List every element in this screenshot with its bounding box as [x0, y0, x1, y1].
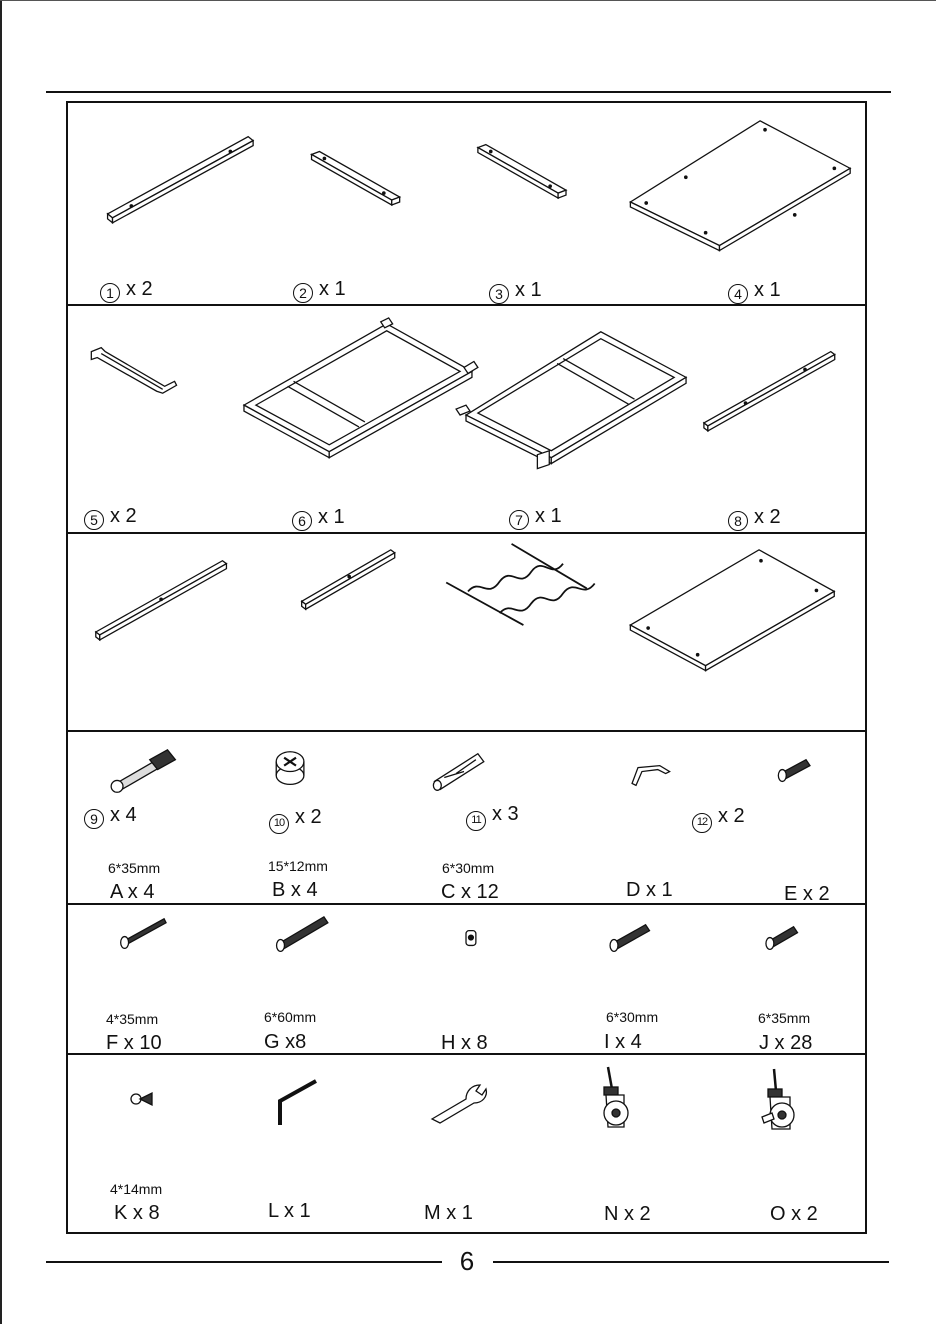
- hardware-b-dimension: 15*12mm: [268, 858, 328, 874]
- footer-rule-right: [493, 1261, 889, 1263]
- hardware-d-label: D x 1: [626, 879, 673, 901]
- hardware-row-2: [68, 905, 865, 1055]
- hardware-row-3: [68, 1055, 865, 1232]
- hardware-row-2-drawings: [68, 905, 865, 1053]
- hardware-i-drawing: [610, 925, 649, 952]
- part-11-quantity: x 3: [492, 803, 519, 825]
- part-1-drawing: [108, 137, 254, 223]
- hardware-f-label: F x 10: [106, 1032, 162, 1054]
- part-12-drawing: [630, 550, 834, 671]
- part-7-label: [509, 506, 562, 530]
- hardware-o-label: O x 2: [770, 1203, 818, 1225]
- parts-list-table: [66, 101, 867, 1234]
- hardware-k-dimension: 4*14mm: [110, 1181, 163, 1197]
- footer-rule-left: [46, 1261, 442, 1263]
- part-6-drawing: [244, 318, 478, 458]
- hardware-g-label: G x8: [264, 1031, 307, 1053]
- header-rule: [46, 91, 891, 93]
- hardware-l-label: L x 1: [268, 1200, 311, 1222]
- parts-row-2-drawings: [68, 306, 865, 532]
- hardware-l-drawing: [280, 1081, 316, 1125]
- hardware-e-label: E x 2: [784, 883, 830, 905]
- hardware-n-drawing: [604, 1067, 628, 1127]
- hardware-i-label: I x 4: [604, 1031, 642, 1053]
- page-edge-top: [0, 0, 936, 1]
- hardware-a-dimension: 6*35mm: [108, 860, 161, 876]
- part-11-number: 11: [466, 811, 486, 831]
- part-7-drawing: [456, 332, 686, 469]
- part-6-number: 6: [292, 511, 312, 531]
- hardware-c-dimension: 6*30mm: [442, 860, 495, 876]
- part-2-drawing: [312, 152, 400, 205]
- part-9-number: 9: [84, 809, 104, 829]
- hardware-row-1-drawings: [68, 732, 865, 903]
- hardware-i-dimension: 6*30mm: [606, 1009, 659, 1025]
- part-7-quantity: x 1: [535, 505, 562, 527]
- parts-row-1-drawings: [68, 103, 865, 304]
- part-4-label: [728, 280, 781, 304]
- part-5-quantity: x 2: [110, 505, 137, 527]
- hardware-c-drawing: [433, 754, 483, 791]
- hardware-a-drawing: [111, 750, 175, 793]
- hardware-h-drawing: [466, 931, 476, 946]
- part-5-drawing: [91, 348, 176, 394]
- hardware-e-drawing: [778, 760, 810, 782]
- part-9-quantity: x 4: [110, 804, 137, 826]
- hardware-d-drawing: [632, 766, 670, 786]
- parts-row-1: [68, 103, 865, 306]
- part-3-drawing: [478, 145, 566, 198]
- part-6-quantity: x 1: [318, 506, 345, 528]
- part-4-drawing: [630, 121, 850, 251]
- part-4-number: 4: [728, 284, 748, 304]
- hardware-j-dimension: 6*35mm: [758, 1010, 811, 1026]
- part-4-quantity: x 1: [754, 279, 781, 301]
- part-3-label: [489, 280, 542, 304]
- part-5-label: [84, 506, 137, 530]
- part-5-number: 5: [84, 510, 104, 530]
- part-1-quantity: x 2: [126, 278, 153, 300]
- part-9-drawing: [96, 561, 227, 640]
- part-6-label: [292, 507, 345, 531]
- part-8-label: [728, 507, 781, 531]
- hardware-o-drawing: [762, 1069, 794, 1129]
- part-12-quantity: x 2: [718, 805, 745, 827]
- part-8-number: 8: [728, 511, 748, 531]
- hardware-m-drawing: [432, 1085, 486, 1123]
- part-8-drawing: [704, 352, 835, 431]
- hardware-b-drawing: [276, 752, 304, 785]
- hardware-k-label: K x 8: [114, 1202, 160, 1224]
- part-7-number: 7: [509, 510, 529, 530]
- parts-row-3-drawings: [68, 534, 865, 730]
- part-2-label: [293, 279, 346, 303]
- hardware-f-drawing: [121, 919, 166, 949]
- hardware-k-drawing: [131, 1093, 152, 1105]
- hardware-m-label: M x 1: [424, 1202, 473, 1224]
- hardware-b-label: B x 4: [272, 879, 318, 901]
- parts-row-2: [68, 306, 865, 534]
- part-12-number: 12: [692, 813, 712, 833]
- parts-row-3: [68, 534, 865, 829]
- hardware-g-drawing: [277, 917, 328, 952]
- part-8-quantity: x 2: [754, 506, 781, 528]
- hardware-row-1: [68, 732, 865, 905]
- part-11-drawing: [446, 544, 594, 625]
- part-3-quantity: x 1: [515, 279, 542, 301]
- page-number: 6: [459, 1246, 475, 1276]
- part-1-number: 1: [100, 283, 120, 303]
- hardware-a-label: A x 4: [110, 881, 155, 903]
- hardware-f-dimension: 4*35mm: [106, 1011, 159, 1027]
- part-10-number: 10: [269, 814, 289, 834]
- hardware-j-label: J x 28: [759, 1032, 813, 1054]
- hardware-j-drawing: [766, 927, 798, 950]
- hardware-g-dimension: 6*60mm: [264, 1009, 317, 1025]
- hardware-h-label: H x 8: [441, 1032, 488, 1054]
- page-edge-left: [0, 0, 2, 1324]
- hardware-n-label: N x 2: [604, 1203, 651, 1225]
- hardware-c-label: C x 12: [441, 881, 499, 903]
- part-1-label: [100, 279, 153, 303]
- part-2-number: 2: [293, 283, 313, 303]
- part-3-number: 3: [489, 284, 509, 304]
- part-2-quantity: x 1: [319, 278, 346, 300]
- part-10-drawing: [302, 550, 395, 609]
- part-10-quantity: x 2: [295, 806, 322, 828]
